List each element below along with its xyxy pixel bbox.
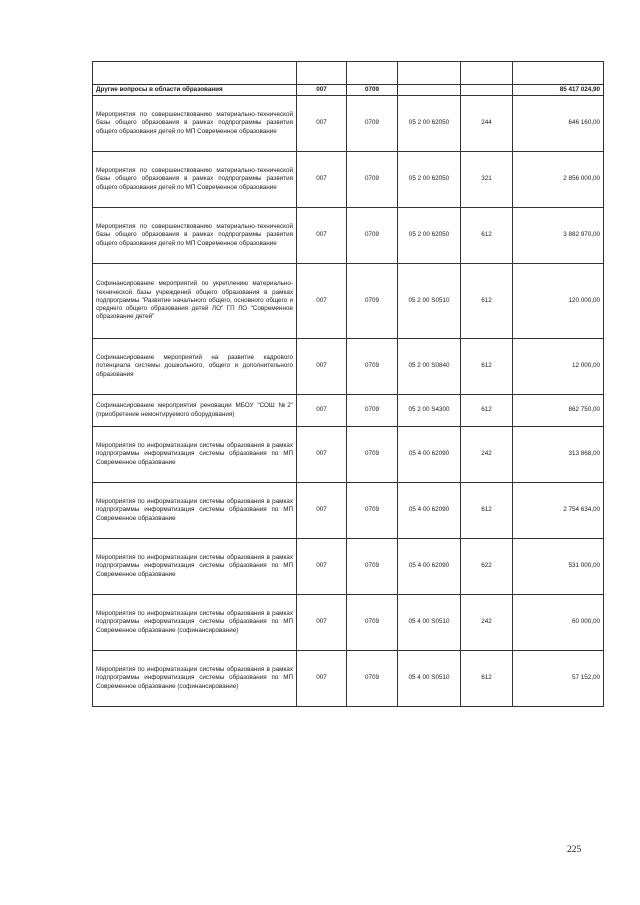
row-article: 05 2 00 S4300	[398, 395, 461, 427]
table-row	[93, 427, 604, 483]
row-article: 05 4 00 62090	[398, 539, 461, 595]
row-ministry: 007	[297, 539, 347, 595]
row-article: 05 2 00 62050	[398, 152, 461, 208]
table-row	[93, 96, 604, 152]
row-name: Софинансирование мероприятий по укреплению материально-технической базы учреждений общего образования в рамках подпрограммы "Развитие начального общего, основного общего и среднего общего образования детей ЛО" ГП ЛО "Современное образование детей"	[93, 264, 297, 339]
row-amount: 646 160,00	[513, 96, 604, 152]
row-section: 0709	[347, 427, 398, 483]
row-amount: 85 417 024,90	[513, 85, 604, 96]
row-section: 0709	[347, 483, 398, 539]
page-number: 225	[567, 845, 582, 855]
row-name: Мероприятия по совершенствованию материально-технической базы общего образования в рамках подпрограммы развития общего образования детей по МП Современное образование	[93, 208, 297, 264]
row-amount: 120 000,00	[513, 264, 604, 339]
table-row	[93, 651, 604, 707]
row-ministry: 007	[297, 427, 347, 483]
row-name: Мероприятия по информатизации системы образования в рамках подпрограммы информатизация системы образования по МП Современное образование (софинансирование)	[93, 595, 297, 651]
row-article: 05 4 00 62090	[398, 483, 461, 539]
row-name: Мероприятия по информатизации системы образования в рамках подпрограммы информатизация системы образования по МП Современное образование	[93, 483, 297, 539]
table-cell	[297, 62, 347, 85]
row-section: 0709	[347, 395, 398, 427]
row-amount: 2 754 634,00	[513, 483, 604, 539]
row-name: Мероприятия по информатизации системы образования в рамках подпрограммы информатизация системы образования по МП Современное образование	[93, 427, 297, 483]
row-ministry: 007	[297, 264, 347, 339]
row-name: Софинансирование мероприятия реновации МБОУ "СОШ №2" (приобретение немонтируемого оборудования)	[93, 395, 297, 427]
row-ministry: 007	[297, 85, 347, 96]
row-article: 05 4 00 S0510	[398, 595, 461, 651]
row-ministry: 007	[297, 595, 347, 651]
row-amount: 531 000,00	[513, 539, 604, 595]
row-article: 05 4 00 62090	[398, 427, 461, 483]
row-name: Мероприятия по совершенствованию материально-технической базы общего образования в рамках подпрограммы развития общего образования детей по МП Современное образование	[93, 96, 297, 152]
row-article: 05 2 00 S0510	[398, 264, 461, 339]
row-expense-type: 612	[461, 395, 513, 427]
row-expense-type: 244	[461, 96, 513, 152]
row-ministry: 007	[297, 96, 347, 152]
row-section: 0709	[347, 96, 398, 152]
row-amount: 3 882 970,00	[513, 208, 604, 264]
row-expense-type: 612	[461, 339, 513, 395]
row-section: 0709	[347, 339, 398, 395]
row-ministry: 007	[297, 651, 347, 707]
row-name: Мероприятия по информатизации системы образования в рамках подпрограммы информатизация системы образования по МП Современное образование (софинансирование)	[93, 651, 297, 707]
row-section: 0709	[347, 152, 398, 208]
row-article: 05 4 00 S0510	[398, 651, 461, 707]
table-cell	[93, 62, 297, 85]
row-name: Софинансирование мероприятий на развитие кадрового потенциала системы дошкольного, общего и дополнительного образования	[93, 339, 297, 395]
row-amount: 57 152,00	[513, 651, 604, 707]
row-expense-type: 612	[461, 208, 513, 264]
row-section: 0709	[347, 85, 398, 96]
row-section: 0709	[347, 539, 398, 595]
row-section: 0709	[347, 595, 398, 651]
row-article: 05 2 00 62050	[398, 96, 461, 152]
row-amount: 313 868,00	[513, 427, 604, 483]
row-amount: 2 856 000,00	[513, 152, 604, 208]
table-row	[93, 339, 604, 395]
table-row	[93, 595, 604, 651]
row-article: 05 2 00 S0840	[398, 339, 461, 395]
row-ministry: 007	[297, 483, 347, 539]
table-row	[93, 395, 604, 427]
row-expense-type	[461, 85, 513, 96]
row-amount: 862 750,00	[513, 395, 604, 427]
table-row-section-total	[93, 85, 604, 96]
row-name: Другие вопросы в области образования	[93, 85, 297, 96]
table-row	[93, 208, 604, 264]
row-ministry: 007	[297, 152, 347, 208]
row-ministry: 007	[297, 395, 347, 427]
table-cell	[461, 62, 513, 85]
row-name: Мероприятия по информатизации системы образования в рамках подпрограммы информатизация системы образования по МП Современное образование	[93, 539, 297, 595]
table-row	[93, 483, 604, 539]
table-cell	[398, 62, 461, 85]
row-amount: 12 000,00	[513, 339, 604, 395]
row-expense-type: 612	[461, 264, 513, 339]
table-row-blank	[93, 62, 604, 85]
row-ministry: 007	[297, 339, 347, 395]
row-name: Мероприятия по совершенствованию материально-технической базы общего образования в рамках подпрограммы развития общего образования детей по МП Современное образование	[93, 152, 297, 208]
row-article: 05 2 00 62050	[398, 208, 461, 264]
row-expense-type: 242	[461, 427, 513, 483]
table-row	[93, 264, 604, 339]
table-cell	[347, 62, 398, 85]
row-expense-type: 612	[461, 483, 513, 539]
row-expense-type: 622	[461, 539, 513, 595]
row-expense-type: 612	[461, 651, 513, 707]
row-section: 0709	[347, 651, 398, 707]
table-cell	[513, 62, 604, 85]
table-row	[93, 152, 604, 208]
row-section: 0709	[347, 264, 398, 339]
row-amount: 60 000,00	[513, 595, 604, 651]
budget-table	[92, 61, 604, 707]
row-expense-type: 242	[461, 595, 513, 651]
row-section: 0709	[347, 208, 398, 264]
row-article	[398, 85, 461, 96]
row-expense-type: 321	[461, 152, 513, 208]
table-row	[93, 539, 604, 595]
row-ministry: 007	[297, 208, 347, 264]
